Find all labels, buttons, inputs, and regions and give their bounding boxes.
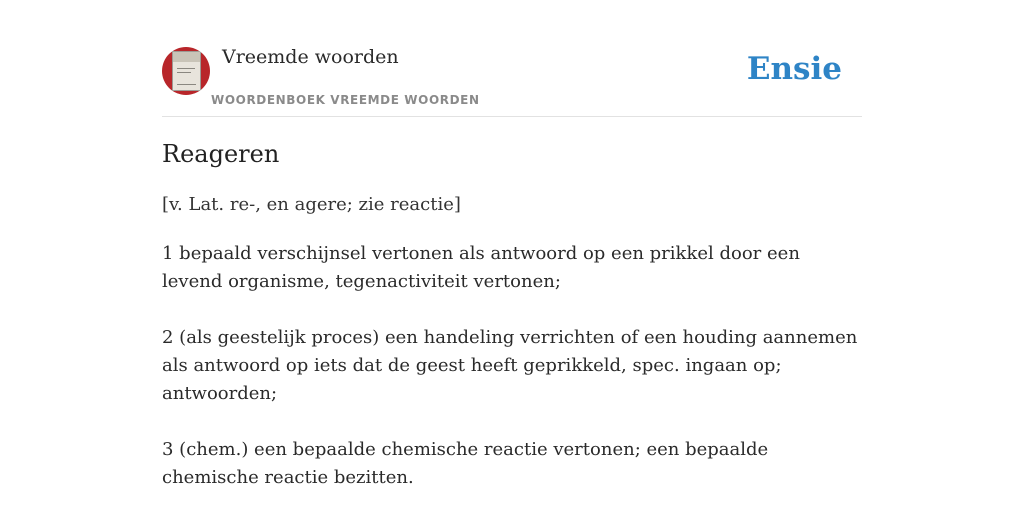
book-subtitle: WOORDENBOEK VREEMDE WOORDEN xyxy=(211,93,480,107)
book-title-link[interactable]: Vreemde woorden xyxy=(222,46,399,68)
book-cover-line xyxy=(177,72,191,73)
brand-logo[interactable]: Ensie xyxy=(746,51,842,87)
definition-item: 3 (chem.) een bepaalde chemische reactie vertonen; een bepaalde chemische reactie bezitten. xyxy=(162,439,769,488)
definition-item: 2 (als geestelijk proces) een handeling verrichten of een houding aannemen als antwoord op iets dat de geest heeft geprikkeld, spec. ingaan op; antwoorden; xyxy=(162,327,858,404)
book-cover-avatar[interactable] xyxy=(162,47,210,95)
entry-etymology: [v. Lat. re-, en agere; zie reactie] xyxy=(162,194,461,215)
dictionary-card xyxy=(162,0,862,512)
card-header xyxy=(162,0,862,117)
book-cover-image xyxy=(172,51,201,91)
entry-term: Reageren xyxy=(162,140,280,168)
definition-list xyxy=(162,240,862,512)
definition-item: 1 bepaald verschijnsel vertonen als antwoord op een prikkel door een levend organisme, tegenactiviteit vertonen; xyxy=(162,243,800,292)
book-cover-line xyxy=(177,84,196,85)
book-cover-band xyxy=(173,52,200,62)
book-cover-line xyxy=(177,68,195,69)
